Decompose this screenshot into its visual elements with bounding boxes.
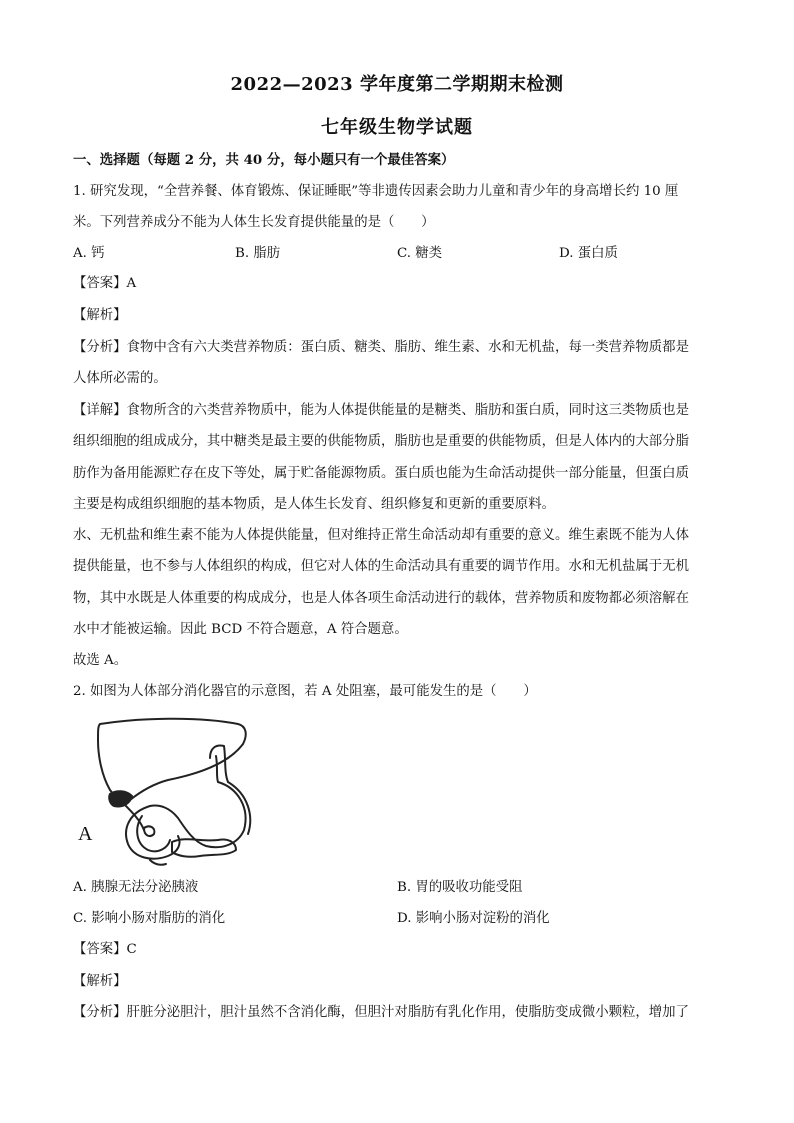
q1-detail-line-5: 水、无机盐和维生素不能为人体提供能量，但对维持正常生命活动却有重要的意义。维生素既不能为人体	[73, 528, 689, 543]
q1-analysis-label: 【解析】	[73, 308, 127, 323]
stomach-shape	[150, 782, 246, 847]
liver-shape	[98, 719, 246, 802]
q1-stem-line-2: 米。下列营养成分不能为人体生长发育提供能量的是（ ）	[73, 215, 435, 230]
digestive-organs-figure	[78, 712, 258, 872]
exam-subtitle: 七年级生物学试题	[321, 117, 473, 138]
exam-title: 2022—2023 学年度第二学期期末检测	[230, 74, 564, 95]
q1-fenxi-line-2: 人体所必需的。	[73, 371, 167, 386]
q2-option-d: D. 影响小肠对淀粉的消化	[397, 911, 550, 926]
section-heading: 一、选择题（每题 2 分，共 40 分，每小题只有一个最佳答案）	[73, 152, 455, 168]
q2-stem: 2. 如图为人体部分消化器官的示意图，若 A 处阻塞，最可能发生的是（ ）	[73, 684, 537, 699]
q1-detail-line-8: 水中才能被运输。因此 BCD 不符合题意，A 符合题意。	[73, 622, 408, 637]
q2-answer: 【答案】C	[73, 942, 137, 957]
pancreas-shape	[172, 839, 236, 857]
digestive-organs-diagram	[78, 712, 258, 872]
q2-option-b: B. 胃的吸收功能受阻	[397, 880, 523, 895]
q1-detail-line-6: 提供能量，也不参与人体组织的构成，但它对人体的生命活动具有重要的调节作用。水和无机盐属于无机	[73, 559, 689, 574]
q1-detail-line-1: 【详解】食物所含的六类营养物质中，能为人体提供能量的是糖类、脂肪和蛋白质，同时这三类物质也是	[73, 403, 689, 418]
q1-option-c: C. 糖类	[397, 246, 443, 261]
q1-option-d: D. 蛋白质	[559, 246, 618, 261]
q1-answer: 【答案】A	[73, 276, 137, 291]
figure-label-a: A	[78, 823, 93, 845]
q1-stem-line-1: 1. 研究发现，“全营养餐、体育锻炼、保证睡眠”等非遗传因素会助力儿童和青少年的身高增长约 10 厘	[73, 184, 679, 199]
q1-option-a: A. 钙	[73, 246, 105, 261]
q1-conclusion: 故选 A。	[73, 653, 128, 668]
q1-option-b: B. 脂肪	[235, 246, 281, 261]
q2-fenxi-line-1: 【分析】肝脏分泌胆汁，胆汁虽然不含消化酶，但胆汁对脂肪有乳化作用，使脂肪变成微小颗粒，增加了	[73, 1005, 689, 1020]
q1-detail-line-3: 肪作为备用能源贮存在皮下等处，属于贮备能源物质。蛋白质也能为生命活动提供一部分能量，但蛋白质	[73, 466, 689, 481]
q1-detail-line-2: 组织细胞的组成成分，其中糖类是最主要的供能物质，脂肪也是重要的供能物质，但是人体内的大部分脂	[73, 434, 689, 449]
q2-option-a: A. 胰腺无法分泌胰液	[73, 880, 199, 895]
q2-analysis-label: 【解析】	[73, 974, 127, 989]
q1-fenxi-line-1: 【分析】食物中含有六大类营养物质：蛋白质、糖类、脂肪、维生素、水和无机盐，每一类营养物质都是	[73, 340, 689, 355]
q1-detail-line-7: 物，其中水既是人体重要的构成成分，也是人体各项生命活动进行的载体，营养物质和废物都必须溶解在	[73, 591, 689, 606]
gallbladder-shape	[109, 791, 132, 806]
q1-detail-line-4: 主要是构成组织细胞的基本物质，是人体生长发育、组织修复和更新的重要原料。	[73, 497, 556, 512]
q2-option-c: C. 影响小肠对脂肪的消化	[73, 911, 226, 926]
